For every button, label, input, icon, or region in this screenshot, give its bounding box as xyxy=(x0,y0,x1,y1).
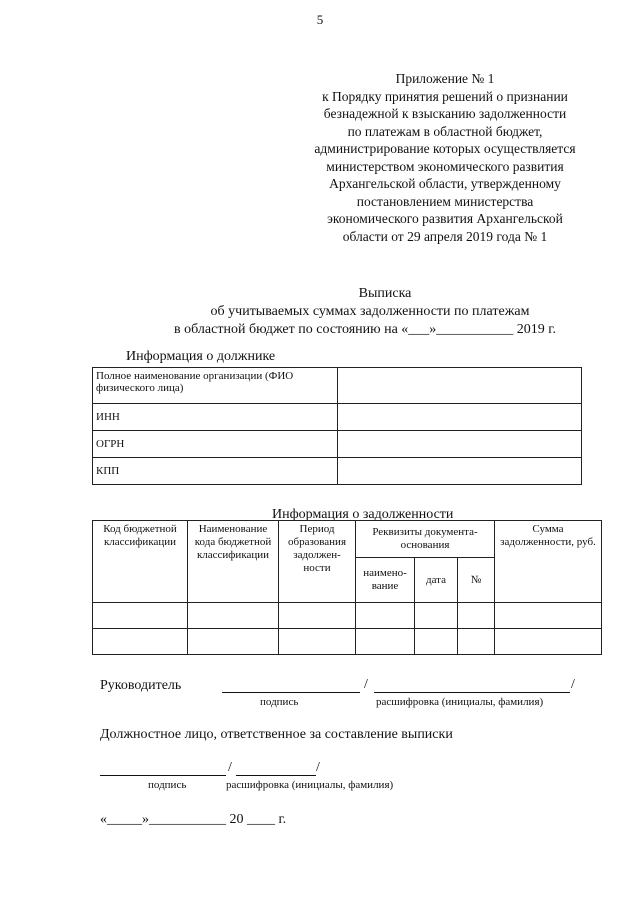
head-signature-line xyxy=(222,692,360,693)
table-row xyxy=(93,458,582,485)
debtor-table xyxy=(92,367,582,485)
debtor-label: ИНН xyxy=(93,404,338,431)
appendix-line: по платежам в областной бюджет, xyxy=(347,123,543,139)
table-row xyxy=(93,368,582,404)
signature-caption: подпись xyxy=(260,696,299,708)
slash-divider: / xyxy=(571,677,575,692)
table-cell xyxy=(458,629,495,655)
table-row xyxy=(93,603,602,629)
title-line: Выписка xyxy=(358,286,412,301)
decoding-caption: расшифровка (инициалы, фамилия) xyxy=(376,696,544,708)
debtor-label: ОГРН xyxy=(93,431,338,458)
appendix-line: Архангельской области, утвержденному xyxy=(329,176,561,191)
table-cell xyxy=(415,603,458,629)
table-cell xyxy=(279,603,356,629)
header-req-num: № xyxy=(458,558,495,603)
appendix-header xyxy=(280,70,610,245)
debt-heading: Информация о задолженности xyxy=(272,507,454,522)
debtor-value xyxy=(338,431,582,458)
official-decoding-line xyxy=(236,775,316,776)
header-code: Код бюджетной классификации xyxy=(93,521,188,603)
table-row xyxy=(93,431,582,458)
title-line: в областной бюджет по состоянию на «___»___________ 2019 г. xyxy=(174,322,556,337)
slash-divider: / xyxy=(228,760,232,775)
header-req-name: наимено-вание xyxy=(356,558,415,603)
appendix-line: безнадежной к взысканию задолженности xyxy=(323,106,567,121)
debtor-label: КПП xyxy=(93,458,338,485)
appendix-line: экономического развития Архангельской xyxy=(327,211,563,226)
page-number: 5 xyxy=(316,12,324,27)
debtor-value xyxy=(338,368,582,404)
debtor-label: Полное наименование организации (ФИО физического лица) xyxy=(93,368,338,404)
debtor-heading: Информация о должнике xyxy=(126,349,276,364)
appendix-line: министерством экономического развития xyxy=(326,158,564,174)
table-cell xyxy=(93,603,188,629)
table-row xyxy=(93,404,582,431)
slash-divider: / xyxy=(316,760,320,775)
appendix-line: к Порядку принятия решений о признании xyxy=(322,88,568,104)
table-cell xyxy=(495,629,602,655)
decoding-caption: расшифровка (инициалы, фамилия) xyxy=(226,779,394,791)
debtor-value xyxy=(338,404,582,431)
table-cell xyxy=(458,603,495,629)
title-line: об учитываемых суммах задолженности по платежам xyxy=(210,304,530,319)
table-cell xyxy=(356,603,415,629)
header-period: Период образования задолжен-ности xyxy=(279,521,356,603)
header-req-date: дата xyxy=(415,558,458,603)
appendix-line: постановлением министерства xyxy=(356,193,534,209)
table-cell xyxy=(415,629,458,655)
table-cell xyxy=(188,603,279,629)
appendix-line: администрирование которых осуществляется xyxy=(314,141,576,156)
table-cell xyxy=(495,603,602,629)
date-line: «_____»___________ 20 ____ г. xyxy=(100,812,287,827)
debtor-value xyxy=(338,458,582,485)
appendix-line: Приложение № 1 xyxy=(395,71,495,86)
header-code-name: Наименование кода бюджетной классификации xyxy=(188,521,279,603)
debt-table xyxy=(92,520,602,655)
head-label: Руководитель xyxy=(100,678,182,693)
official-signature-line xyxy=(100,775,226,776)
official-label: Должностное лицо, ответственное за составление выписки xyxy=(100,727,453,742)
signature-caption: подпись xyxy=(148,779,187,791)
header-requisites: Реквизиты документа-основания xyxy=(356,521,495,558)
header-amount: Сумма задолженности, руб. xyxy=(495,521,602,603)
document-title xyxy=(0,285,640,339)
table-header-row xyxy=(93,521,602,558)
table-cell xyxy=(279,629,356,655)
table-cell xyxy=(93,629,188,655)
appendix-line: области от 29 апреля 2019 года № 1 xyxy=(342,228,548,244)
slash-divider: / xyxy=(364,677,368,692)
table-cell xyxy=(356,629,415,655)
table-row xyxy=(93,629,602,655)
head-decoding-line xyxy=(374,692,570,693)
table-cell xyxy=(188,629,279,655)
